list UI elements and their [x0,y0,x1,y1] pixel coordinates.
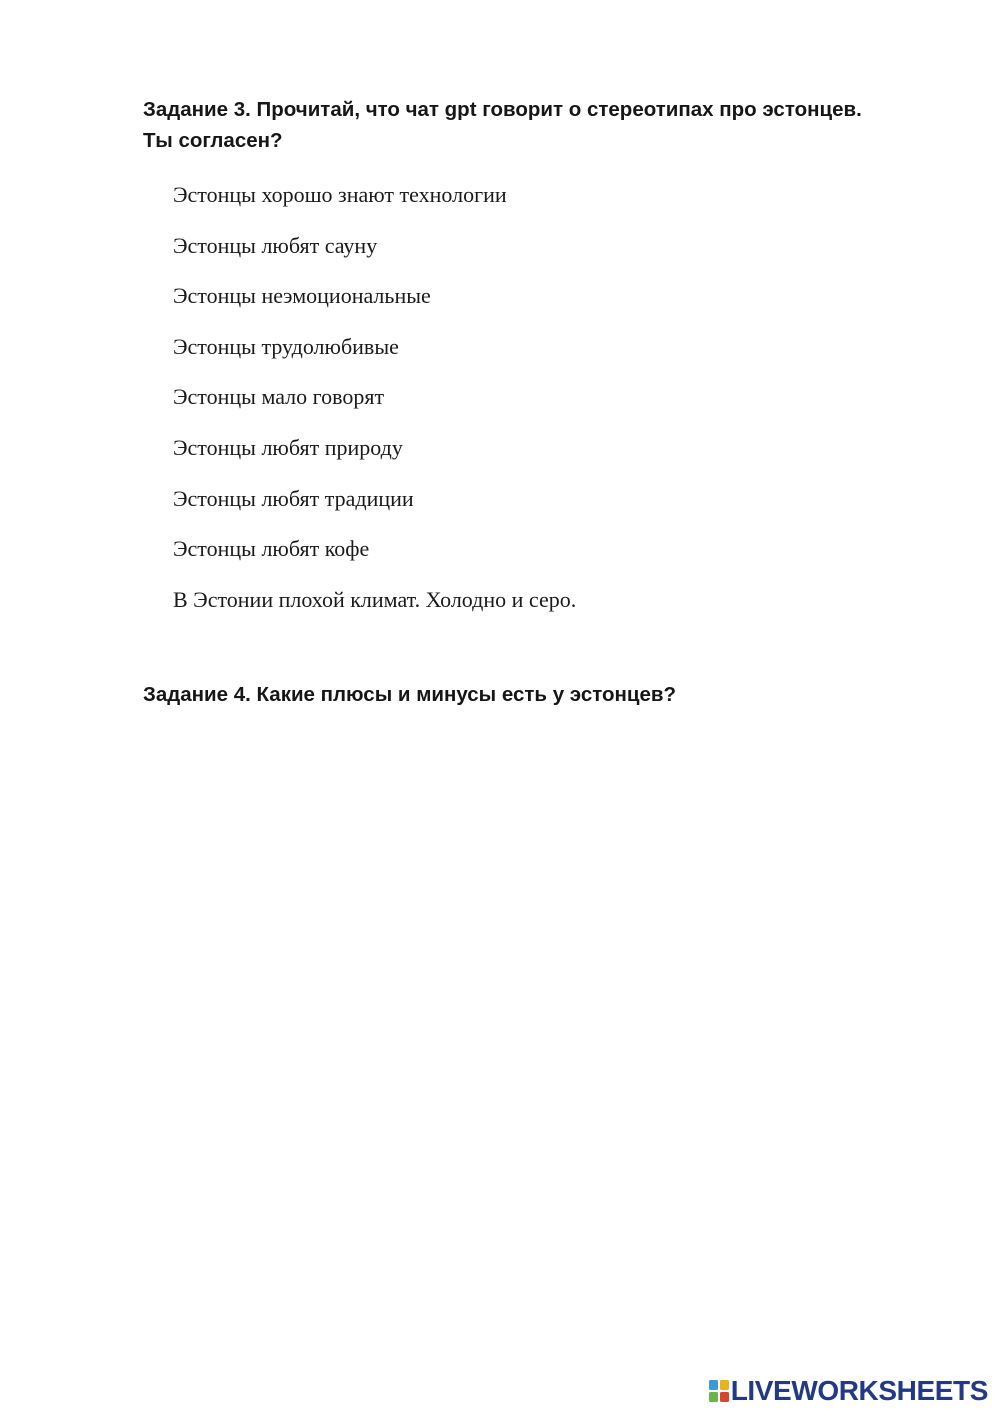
liveworksheets-logo-icon [709,1380,729,1402]
statement-item: Эстонцы трудолюбивые [173,333,399,359]
task-3-heading-line-2: Ты согласен? [143,129,283,152]
statement-item: Эстонцы любят кофе [173,536,370,562]
stereotype-statement-list [173,178,576,633]
task-3-heading [143,94,943,156]
liveworksheets-wordmark: LIVEWORKSHEETS [730,1375,988,1406]
statement-item: Эстонцы мало говорят [173,384,385,410]
task-4-heading: Задание 4. Какие плюсы и минусы есть у эстонцев? [143,683,677,706]
statement-item: Эстонцы неэмоциональные [173,283,431,309]
statement-item: В Эстонии плохой климат. Холодно и серо. [173,586,577,612]
statement-item: Эстонцы любят сауну [173,232,378,258]
statement-item: Эстонцы любят традиции [173,485,414,511]
task-3-heading-line-1: Задание 3. Прочитай, что чат gpt говорит о стереотипах про эстонцев. [143,98,862,121]
statement-item: Эстонцы хорошо знают технологии [173,182,507,207]
liveworksheets-brand [709,1376,988,1406]
statement-item: Эстонцы любят природу [173,434,403,460]
